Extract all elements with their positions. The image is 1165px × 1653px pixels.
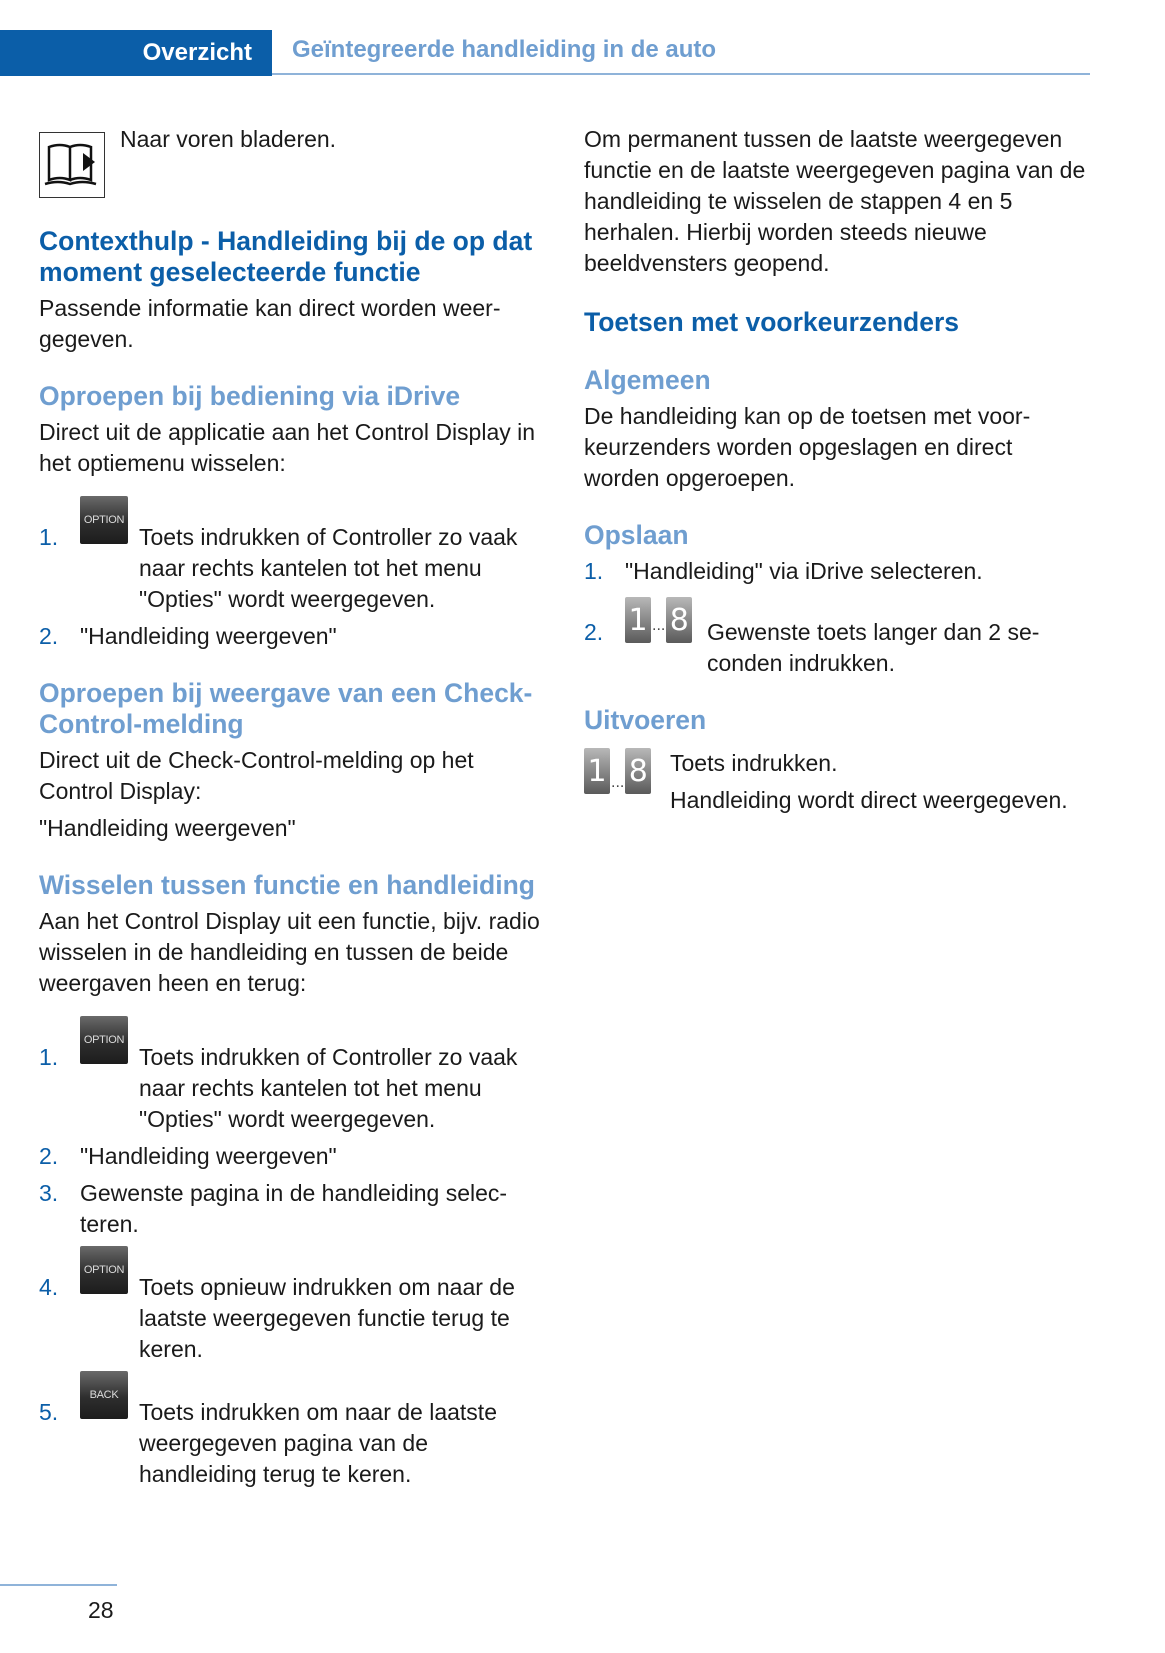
heading-preset-keys: Toetsen met voorkeurzenders bbox=[584, 307, 960, 337]
step-number: 1. bbox=[39, 1044, 59, 1070]
paragraph-idrive: Direct uit de applicatie aan het Control Display in het optiemenu wisselen: bbox=[39, 419, 536, 476]
list-item bbox=[39, 496, 544, 615]
idrive-steps bbox=[39, 496, 544, 652]
save-steps bbox=[584, 556, 1094, 679]
paragraph-switch: Aan het Control Display uit een functie, bijv. radio wisselen in de handleiding en tussen de beide weergaven heen en terug: bbox=[39, 908, 540, 996]
step-text: Toets indrukken of Controller zo vaak naar rechts kantelen tot het menu "Opties" wordt weergegeven. bbox=[139, 1044, 518, 1132]
paragraph-permanent-switch: Om permanent tussen de laatste weergegeven functie en de laatste weergegeven pagina van de handleiding te wisselen de stappen 4 en 5 herhalen. Hierbij worden steeds nieuwe beeldvensters geopend. bbox=[584, 126, 1086, 276]
preset-key-first: 1 bbox=[584, 748, 610, 794]
section-tab: Overzicht bbox=[0, 30, 272, 76]
heading-context-help: Contexthulp - Handleiding bij de op dat moment geselecteerde functie bbox=[39, 226, 533, 287]
preset-key-last: 8 bbox=[625, 748, 651, 794]
list-item bbox=[584, 597, 1094, 679]
list-item bbox=[39, 621, 544, 652]
run-block bbox=[584, 748, 1094, 816]
heading-idrive: Oproepen bij bediening via iDrive bbox=[39, 381, 461, 411]
heading-check-control: Oproepen bij weergave van een Check-Control-melding bbox=[39, 678, 533, 739]
step-text: Toets indrukken om naar de laatste weergegeven pagina van de handleiding terug te keren. bbox=[139, 1399, 497, 1487]
heading-general: Algemeen bbox=[584, 365, 711, 395]
heading-switch: Wisselen tussen functie en handleiding bbox=[39, 870, 535, 900]
list-item bbox=[39, 1246, 544, 1365]
step-text: "Handleiding" via iDrive selecteren. bbox=[625, 558, 983, 584]
page-header-title: Geïntegreerde handleiding in de auto bbox=[292, 36, 717, 63]
step-text: "Handleiding weergeven" bbox=[80, 623, 337, 649]
step-number: 2. bbox=[39, 623, 59, 649]
paragraph-general: De handleiding kan op de toetsen met voorkeurzenders worden opgeslagen en direct worden opgeroepen. bbox=[584, 403, 1031, 491]
list-item bbox=[39, 1141, 544, 1172]
step-number: 2. bbox=[584, 619, 604, 645]
preset-keys-dots: ... bbox=[611, 774, 625, 791]
step-number: 1. bbox=[39, 524, 59, 550]
preset-keys-icon bbox=[625, 597, 692, 643]
run-text-line2: Handleiding wordt direct weergegeven. bbox=[670, 787, 1068, 813]
heading-save: Opslaan bbox=[584, 520, 689, 550]
run-text-line1: Toets indrukken. bbox=[670, 750, 838, 776]
preset-key-first: 1 bbox=[625, 597, 651, 643]
heading-run: Uitvoeren bbox=[584, 705, 707, 735]
back-button-icon: BACK bbox=[80, 1371, 128, 1419]
footer-rule bbox=[0, 1584, 117, 1586]
step-text: "Handleiding weergeven" bbox=[80, 1143, 337, 1169]
page-number: 28 bbox=[88, 1597, 114, 1623]
step-number: 5. bbox=[39, 1399, 59, 1425]
step-text: Gewenste toets langer dan 2 seconden indrukken. bbox=[707, 619, 1040, 676]
step-number: 2. bbox=[39, 1143, 59, 1169]
paragraph-context-help: Passende informatie kan direct worden weergegeven. bbox=[39, 295, 501, 352]
list-item bbox=[584, 556, 1094, 587]
option-button-icon: OPTION bbox=[80, 496, 128, 544]
book-forward-row bbox=[39, 124, 544, 194]
step-text: Toets indrukken of Controller zo vaak naar rechts kantelen tot het menu "Opties" wordt weergegeven. bbox=[139, 524, 518, 612]
step-text: Toets opnieuw indrukken om naar de laatste weergegeven functie terug te keren. bbox=[139, 1274, 515, 1362]
book-forward-icon bbox=[39, 132, 105, 198]
paragraph-check-control: Direct uit de Check-Control-melding op het Control Display: bbox=[39, 747, 474, 804]
book-forward-text: Naar voren bladeren. bbox=[120, 126, 337, 152]
preset-keys-dots: ... bbox=[652, 617, 666, 634]
step-number: 4. bbox=[39, 1274, 59, 1300]
left-column bbox=[39, 124, 544, 1490]
option-button-icon: OPTION bbox=[80, 1246, 128, 1294]
preset-keys-icon bbox=[584, 748, 651, 794]
preset-key-last: 8 bbox=[666, 597, 692, 643]
switch-steps bbox=[39, 1016, 544, 1490]
list-item bbox=[39, 1371, 544, 1490]
right-column bbox=[584, 124, 1094, 816]
paragraph-check-control-action: "Handleiding weergeven" bbox=[39, 815, 296, 841]
list-item bbox=[39, 1178, 544, 1240]
list-item bbox=[39, 1016, 544, 1135]
header-rule bbox=[272, 73, 1090, 75]
step-number: 3. bbox=[39, 1180, 59, 1206]
step-number: 1. bbox=[584, 558, 604, 584]
option-button-icon: OPTION bbox=[80, 1016, 128, 1064]
step-text: Gewenste pagina in de handleiding selecteren. bbox=[80, 1180, 508, 1237]
